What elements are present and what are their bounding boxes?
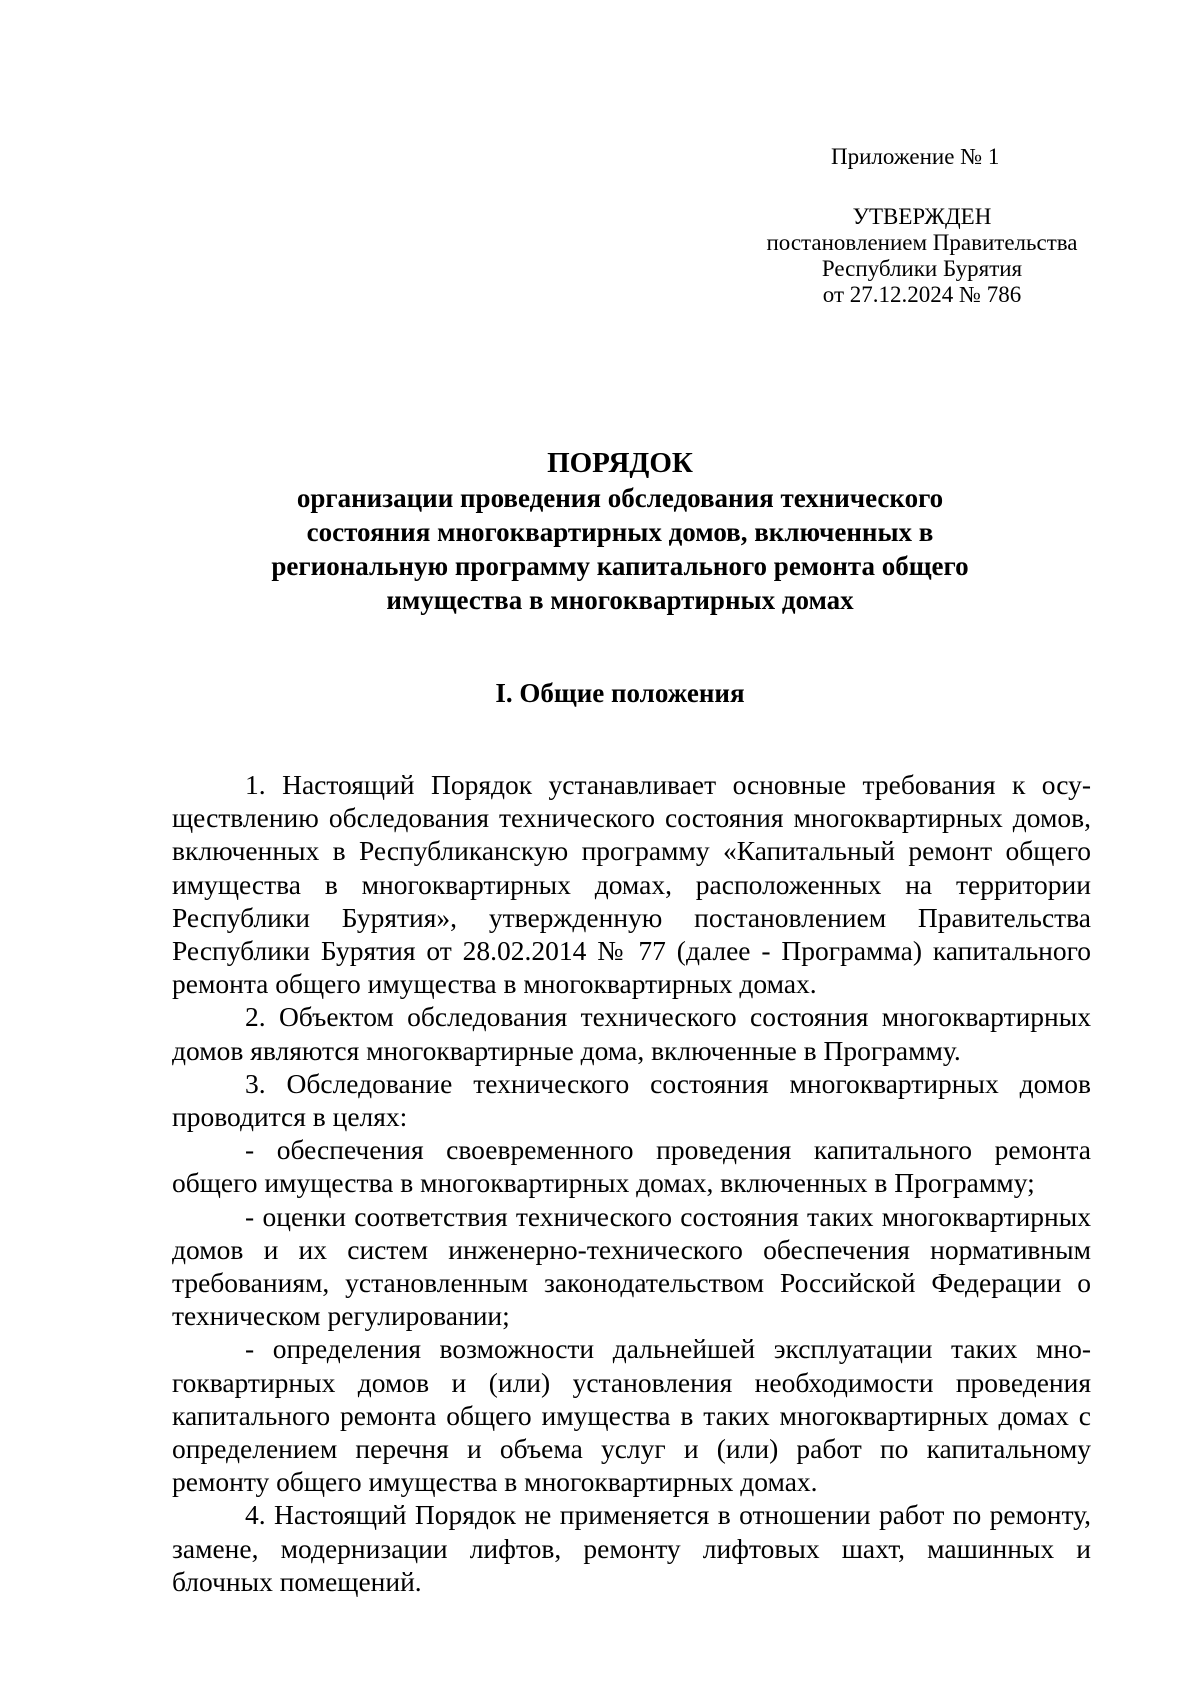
paragraph-3: 3. Обследование технического состояния многоквартирных домов проводится в целях: <box>172 1067 1091 1133</box>
list-item-goal-3: - определения возможности дальнейшей эксплуатации таких многоквартирных домов и (или) установления необходимости проведения капитального ремонта общего имущества в таких многоквартирных домах с определением перечня и объема услуг и (или) работ по капитальному ремонту общего имущества в многоквартирных домах. <box>172 1333 1091 1498</box>
document-title-block <box>190 445 1050 617</box>
document-subtitle-line: региональную программу капитального ремонта общего <box>271 551 969 581</box>
approved-by-line: постановлением Правительства <box>766 230 1078 255</box>
section-body <box>172 768 1091 1598</box>
approval-date-line: от 27.12.2024 № 786 <box>822 282 1022 307</box>
list-item-goal-2: - оценки соответствия технического состояния таких многоквартирных домов и их систем инженерно-технического обеспечения нормативным требованиям, установленным законодательством Российской Федерации о техническом регулировании; <box>172 1200 1091 1332</box>
document-subtitle-line: организации проведения обследования технического <box>296 483 944 513</box>
paragraph-2: 2. Объектом обследования технического состояния многоквартирных домов являются многоквартирные дома, включенные в Программу. <box>172 1001 1091 1066</box>
appendix-label: Приложение № 1 <box>831 144 1000 169</box>
list-item-goal-1: - обеспечения своевременного проведения капитального ремонта общего имущества в многоквартирных домах, включенных в Программу; <box>172 1134 1091 1199</box>
document-subtitle-line: имущества в многоквартирных домах <box>386 585 854 615</box>
approved-by-region-line: Республики Бурятия <box>821 256 1023 281</box>
document-subtitle-line: состояния многоквартирных домов, включенных в <box>306 517 934 547</box>
paragraph-1: 1. Настоящий Порядок устанавливает основные требования к осуществлению обследования технического состояния многоквартирных домов, включенных в Республиканскую программу «Капитальный ремонт общего имущества в многоквартирных домах, расположенных на территории Республики Бурятия», утвержденную постановлением Правительства Республики Бурятия от 28.02.2014 № 77 (далее - Программа) капитального ремонта общего имущества в многоквартирных домах. <box>172 769 1091 1000</box>
approval-stamp-block <box>746 204 1098 308</box>
paragraph-4: 4. Настоящий Порядок не применяется в отношении работ по ремонту, замене, модернизации лифтов, ремонту лифтовых шахт, машинных и блочных помещений. <box>172 1499 1091 1597</box>
document-title: ПОРЯДОК <box>547 447 693 479</box>
section-heading: I. Общие положения <box>495 678 745 708</box>
approved-label: УТВЕРЖДЕН <box>852 204 992 229</box>
